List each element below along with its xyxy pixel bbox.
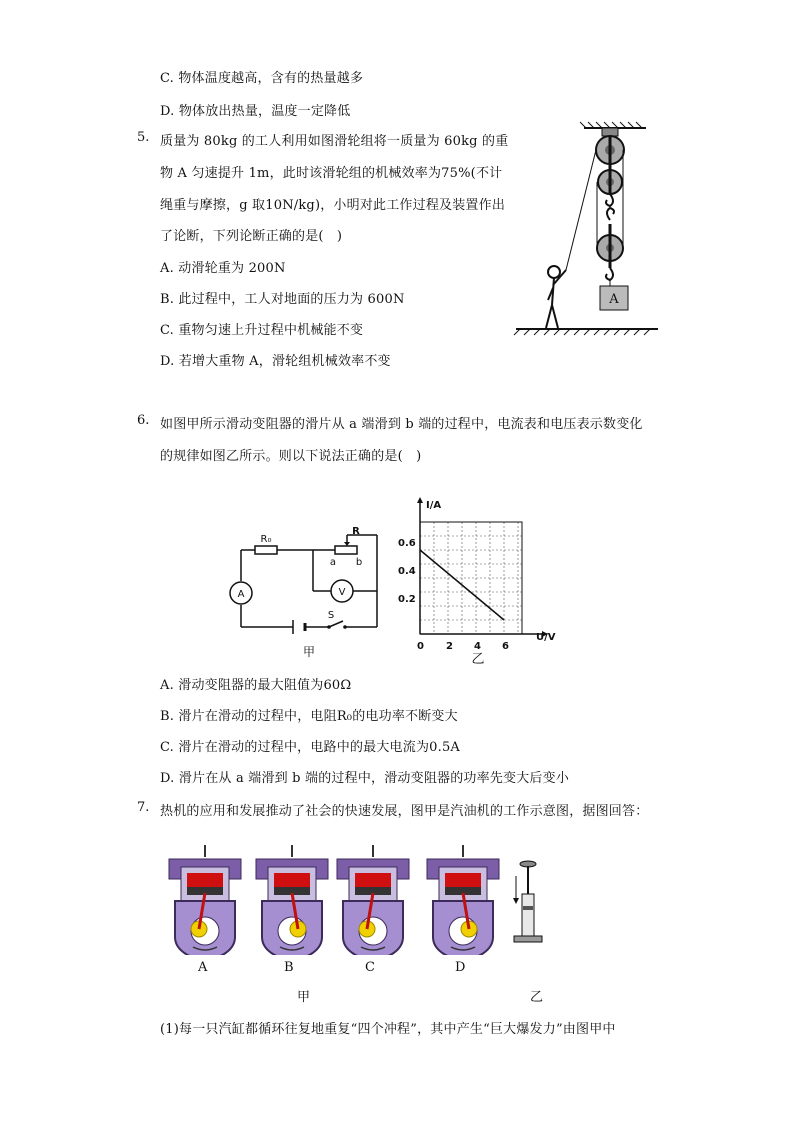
engine-caption-jia: 甲 (297, 990, 311, 1005)
q5-option-c: C. 重物匀速上升过程中机械能不变 (160, 323, 364, 338)
q6-option-a: A. 滑动变阻器的最大阻值为60Ω (160, 678, 352, 693)
q5-option-d: D. 若增大重物 A，滑轮组机械效率不变 (160, 354, 391, 369)
q6-stem-line-2: 的规律如图乙所示。则以下说法正确的是( ) (160, 449, 422, 464)
q6-number: 6. (137, 413, 150, 428)
q6-option-d: D. 滑片在从 a 端滑到 b 端的过程中，滑动变阻器的功率先变大后变小 (160, 771, 570, 786)
engine-diagram-b (252, 845, 332, 955)
q7-subquestion-1: (1)每一只汽缸都循环往复地重复“四个冲程”，其中产生“巨大爆发力”由图甲中 (160, 1022, 616, 1037)
apparatus-caption-yi: 乙 (530, 990, 544, 1005)
r0-label: R₀ (260, 534, 272, 545)
q7-number: 7. (137, 800, 150, 815)
x-axis-label: U/V (536, 632, 556, 643)
q4-option-d: D. 物体放出热量，温度一定降低 (160, 104, 351, 119)
circuit-caption: 甲 (302, 645, 316, 659)
engine-diagrams (165, 845, 505, 955)
q6-option-c: C. 滑片在滑动的过程中，电路中的最大电流为0.5A (160, 740, 461, 755)
y-tick-0.2: 0.2 (398, 594, 416, 605)
graph-caption: 乙 (471, 652, 485, 667)
q5-option-b: B. 此过程中，工人对地面的压力为 600N (160, 292, 405, 307)
terminal-a-label: a (329, 557, 337, 568)
q6-stem-line-1: 如图甲所示滑动变阻器的滑片从 a 端滑到 b 端的过程中，电流表和电压表示数变化 (160, 417, 643, 432)
x-tick-4: 4 (474, 641, 481, 652)
q4-option-c: C. 物体温度越高，含有的热量越多 (160, 71, 364, 86)
engine-label-c: C (365, 960, 375, 975)
fire-syringe-apparatus (510, 860, 546, 950)
q5-stem-line-1: 质量为 80kg 的工人利用如图滑轮组将一质量为 60kg 的重 (160, 134, 509, 149)
engine-diagram-a (165, 845, 245, 955)
weight-label: A (609, 292, 619, 307)
series-line (420, 550, 504, 620)
circuit-diagram (225, 525, 390, 660)
engine-label-d: D (455, 960, 466, 975)
q5-number: 5. (137, 130, 150, 145)
r-label: R (352, 526, 360, 537)
terminal-b-label: b (355, 557, 363, 568)
q5-stem-line-3: 绳重与摩擦，g 取10N/kg)，小明对此工作过程及装置作出 (160, 198, 506, 213)
pulley-figure (510, 120, 670, 345)
engine-label-a: A (198, 960, 208, 975)
rheostat (335, 546, 357, 554)
voltmeter-label: V (338, 587, 346, 598)
q6-option-b: B. 滑片在滑动的过程中，电阻R₀的电功率不断变大 (160, 709, 458, 724)
engine-diagram-d (423, 845, 503, 955)
resistor-r0 (255, 546, 277, 554)
ammeter-label: A (237, 589, 245, 600)
q5-stem-line-4: 了论断，下列论断正确的是( ) (160, 229, 343, 244)
worker-figure (546, 266, 566, 328)
engine-label-b: B (284, 960, 294, 975)
iu-graph (394, 495, 564, 670)
y-tick-0.6: 0.6 (398, 538, 416, 549)
x-tick-6: 6 (502, 641, 509, 652)
engine-diagram-c (333, 845, 413, 955)
q7-stem-line-1: 热机的应用和发展推动了社会的快速发展，图甲是汽油机的工作示意图，据图回答： (160, 804, 649, 819)
y-tick-0.4: 0.4 (398, 566, 416, 577)
q5-option-a: A. 动滑轮重为 200N (160, 261, 286, 276)
x-tick-2: 2 (446, 641, 453, 652)
y-axis-label: I/A (426, 500, 442, 511)
q5-stem-line-2: 物 A 匀速提升 1m，此时该滑轮组的机械效率为75%(不计 (160, 166, 503, 181)
switch-label: S (327, 610, 335, 621)
x-tick-0: 0 (417, 641, 424, 652)
